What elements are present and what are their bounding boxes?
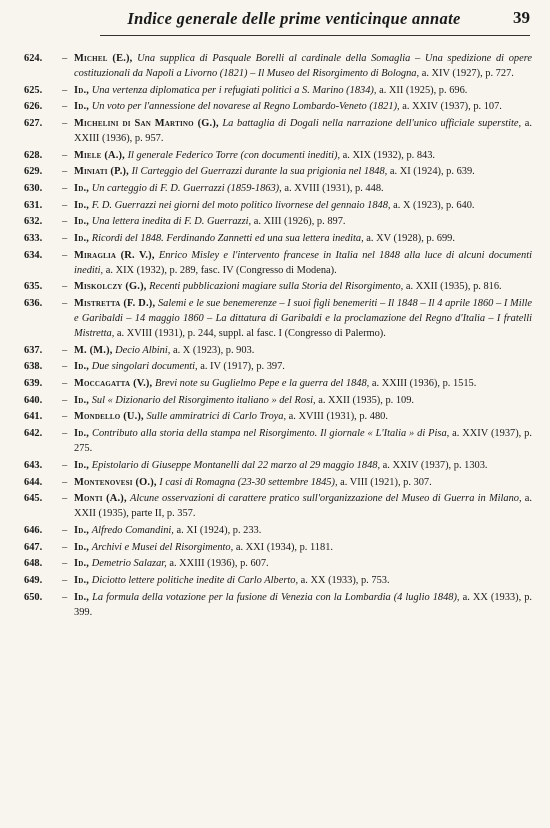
entry-author: Id.,: [74, 84, 90, 96]
entry-dash: –: [62, 233, 68, 245]
entry-body: [74, 149, 532, 164]
entry-dash: –: [62, 118, 68, 130]
entry-author: M. (M.),: [74, 344, 113, 356]
index-entry: [24, 84, 532, 99]
entry-body: [74, 557, 532, 572]
entry-dash: –: [62, 53, 68, 64]
entry-title: La formula della votazione per la fusione di Venezia con la Lombardia (4 luglio 1848),: [92, 591, 460, 603]
index-entry: [24, 557, 532, 572]
entry-title: Il Carteggio del Guerrazzi durante la sua prigionia nel 1848,: [131, 166, 388, 178]
entry-body: [74, 117, 532, 147]
entry-author: Id.,: [74, 233, 90, 245]
entry-author: Id.,: [74, 459, 90, 471]
entry-author: Moccagatta (V.),: [74, 378, 153, 390]
entry-author: Michel (E.),: [74, 53, 133, 64]
index-entry: [24, 524, 532, 539]
entry-reference: a. XIII (1926), p. 897.: [253, 216, 346, 228]
entry-title: Una lettera inedita di F. D. Guerrazzi,: [91, 216, 252, 228]
index-entry: [24, 427, 532, 457]
entry-body: [74, 410, 532, 425]
index-entry: [24, 52, 532, 82]
entry-number: 635.: [24, 281, 43, 293]
entry-body: [74, 360, 532, 375]
entry-body: [74, 165, 532, 180]
entry-number: 634.: [24, 249, 43, 261]
entry-author: Id.,: [74, 428, 90, 440]
entry-body: [74, 84, 532, 99]
entry-body: [74, 524, 532, 539]
entry-body: [74, 459, 532, 474]
entry-author: Id.,: [74, 101, 90, 113]
entry-number: 628.: [24, 149, 43, 161]
entry-number: 633.: [24, 233, 43, 245]
entry-title: Una supplica di Pasquale Borelli al cardinale della Somaglia – Una spedizione di opere costituzionali da Napoli a Livorno (1821) – Il Museo del Risorgimento di Bologna,: [74, 53, 532, 79]
entry-author: Id.,: [74, 524, 90, 536]
entry-author: Miskolczy (G.),: [74, 281, 147, 293]
entry-author: Miniati (P.),: [74, 166, 129, 178]
entry-dash: –: [62, 493, 68, 505]
entry-dash: –: [62, 216, 68, 228]
index-entry: [24, 394, 532, 409]
entry-number: 650.: [24, 591, 43, 603]
entry-title: Sulle ammiratrici di Carlo Troya,: [146, 411, 287, 423]
entry-body: [74, 574, 532, 589]
entry-title: Salemi e le sue benemerenze – I suoi figli benemeriti – Il 1848 – Il 4 aprile 1860 – I Mille e Garibaldi – 14 maggio 1860 – La dittatura di Garibaldi e la proclamazione del Regno d'Italia – I fratelli Mistretta,: [74, 298, 532, 339]
entry-author: Mondello (U.),: [74, 411, 144, 423]
entry-dash: –: [62, 591, 68, 603]
entry-body: [74, 492, 532, 522]
entry-title: Decio Albini,: [115, 344, 171, 356]
entry-reference: a. XIV (1927), p. 727.: [421, 67, 514, 79]
entry-title: Alcune osservazioni di carattere pratico sull'organizzazione del Museo di Guerra in Milano,: [129, 493, 522, 505]
entry-author: Monti (A.),: [74, 493, 127, 505]
entry-dash: –: [62, 541, 68, 553]
index-entry: [24, 344, 532, 359]
entry-number: 626.: [24, 101, 43, 113]
entry-author: Id.,: [74, 183, 90, 195]
entry-dash: –: [62, 344, 68, 356]
entry-number: 648.: [24, 558, 43, 570]
entry-reference: a. XXII (1935), parte II, p. 357.: [74, 493, 533, 520]
entry-title: Enrico Misley e l'intervento francese in Italia nel 1848 alla luce di alcuni documenti inediti,: [74, 249, 532, 276]
index-entry: [24, 297, 532, 342]
entry-title: Epistolario di Giuseppe Montanelli dal 22 marzo al 29 maggio 1848,: [91, 459, 381, 471]
entry-number: 630.: [24, 183, 43, 195]
entry-title: Contributo alla storia della stampa nel Risorgimento. Il giornale « L'Italia » di Pisa,: [92, 428, 450, 440]
entry-reference: a. XI (1924), p. 233.: [176, 524, 262, 536]
entry-dash: –: [62, 411, 68, 423]
entry-body: [74, 280, 532, 295]
entry-title: Un carteggio di F. D. Guerrazzi (1859-1863),: [91, 183, 282, 195]
entry-reference: a. XII (1925), p. 696.: [379, 84, 468, 96]
entry-author: Mistretta (F. D.),: [74, 298, 156, 310]
entry-title: Recenti pubblicazioni magiare sulla Storia del Risorgimento,: [149, 281, 404, 293]
entry-reference: a. XVIII (1931), p. 244, suppl. al fasc. I (Congresso di Palermo).: [116, 327, 386, 339]
entry-reference: a. X (1923), p. 640.: [393, 199, 475, 211]
entry-title: Archivi e Musei del Risorgimento,: [91, 541, 234, 553]
entry-body: [74, 541, 532, 556]
entry-dash: –: [62, 183, 68, 195]
entry-title: Brevi note su Guglielmo Pepe e la guerra del 1848,: [154, 378, 370, 390]
index-entry: [24, 410, 532, 425]
entry-reference: a. X (1923), p. 903.: [172, 344, 255, 356]
entry-author: Id.,: [74, 574, 90, 586]
entry-body: [74, 199, 532, 214]
entry-dash: –: [62, 476, 68, 488]
entry-author: Id.,: [74, 199, 90, 211]
index-entry: [24, 377, 532, 392]
page-title: Indice generale delle prime venticinque annate: [127, 9, 461, 28]
entry-body: [74, 297, 532, 342]
entry-number: 645.: [24, 493, 43, 505]
entry-number: 644.: [24, 476, 43, 488]
entry-dash: –: [62, 394, 68, 406]
entry-title: Ricordi del 1848. Ferdinando Zannetti ed una sua lettera inedita,: [91, 233, 364, 245]
entry-number: 642.: [24, 428, 43, 440]
index-entries: [24, 52, 532, 622]
entry-dash: –: [62, 524, 68, 536]
entry-reference: a. XXIII (1936), p. 957.: [74, 118, 532, 144]
entry-body: [74, 52, 532, 82]
entry-body: [74, 591, 532, 621]
entry-reference: a. XX (1933), p. 399.: [74, 591, 532, 618]
entry-author: Miraglia (R. V.),: [74, 249, 155, 261]
entry-dash: –: [62, 298, 68, 310]
entry-body: [74, 182, 532, 197]
index-entry: [24, 199, 532, 214]
entry-dash: –: [62, 249, 68, 261]
entry-title: I casi di Romagna (23-30 settembre 1845),: [159, 476, 338, 488]
entry-body: [74, 215, 532, 230]
index-entry: [24, 492, 532, 522]
entry-number: 632.: [24, 216, 43, 228]
entry-dash: –: [62, 101, 68, 113]
entry-dash: –: [62, 361, 68, 373]
entry-body: [74, 476, 532, 491]
index-entry: [24, 182, 532, 197]
entry-reference: a. XI (1924), p. 639.: [389, 166, 475, 178]
entry-reference: a. XXI (1934), p. 1181.: [235, 541, 333, 553]
page-header: [100, 7, 530, 36]
index-entry: [24, 459, 532, 474]
page-number: 39: [513, 8, 530, 27]
entry-number: 646.: [24, 524, 43, 536]
entry-dash: –: [62, 166, 68, 178]
index-entry: [24, 232, 532, 247]
index-entry: [24, 574, 532, 589]
index-entry: [24, 100, 532, 115]
entry-author: Id.,: [74, 541, 90, 553]
entry-number: 643.: [24, 459, 43, 471]
entry-body: [74, 377, 532, 392]
entry-reference: a. XIX (1932), p. 289, fasc. IV (Congresso di Modena).: [105, 264, 337, 276]
entry-author: Michelini di San Martino (G.),: [74, 118, 219, 130]
entry-number: 631.: [24, 199, 43, 211]
entry-number: 625.: [24, 84, 43, 96]
entry-author: Miele (A.),: [74, 149, 125, 161]
entry-title: Demetrio Salazar,: [91, 558, 167, 570]
entry-dash: –: [62, 378, 68, 390]
entry-title: Sul « Dizionario del Risorgimento italiano » del Rosi,: [91, 394, 316, 406]
entry-dash: –: [62, 574, 68, 586]
entry-reference: a. XVIII (1931), p. 448.: [284, 183, 384, 195]
entry-reference: a. XV (1928), p. 699.: [366, 233, 455, 245]
entry-number: 629.: [24, 166, 43, 178]
entry-number: 640.: [24, 394, 43, 406]
index-entry: [24, 249, 532, 279]
entry-author: Id.,: [74, 361, 90, 373]
entry-dash: –: [62, 428, 68, 440]
entry-body: [74, 232, 532, 247]
entry-dash: –: [62, 84, 68, 96]
index-entry: [24, 541, 532, 556]
entry-reference: a. XIX (1932), p. 843.: [342, 149, 436, 161]
entry-reference: a. XXII (1935), p. 816.: [405, 281, 502, 293]
entry-reference: a. XXIII (1936), p. 607.: [169, 558, 269, 570]
index-entry: [24, 149, 532, 164]
entry-title: Due singolari documenti,: [91, 361, 198, 373]
entry-dash: –: [62, 199, 68, 211]
entry-reference: a. XVIII (1931), p. 480.: [288, 411, 388, 423]
index-entry: [24, 280, 532, 295]
entry-reference: a. XX (1933), p. 753.: [300, 574, 390, 586]
index-entry: [24, 360, 532, 375]
entry-reference: a. XXIV (1937), p. 1303.: [382, 459, 488, 471]
entry-title: La battaglia di Dogali nella narrazione dell'unico ufficiale superstite,: [222, 118, 522, 130]
entry-author: Id.,: [74, 216, 90, 228]
entry-dash: –: [62, 149, 68, 161]
entry-body: [74, 249, 532, 279]
entry-body: [74, 100, 532, 115]
entry-dash: –: [62, 558, 68, 570]
entry-number: 624.: [24, 53, 43, 64]
entry-reference: a. XXIV (1937), p. 107.: [402, 101, 502, 113]
entry-title: F. D. Guerrazzi nei giorni del moto politico livornese del gennaio 1848,: [91, 199, 391, 211]
entry-number: 647.: [24, 541, 43, 553]
index-entry: [24, 215, 532, 230]
entry-number: 649.: [24, 574, 43, 586]
entry-number: 637.: [24, 344, 43, 356]
entry-number: 638.: [24, 361, 43, 373]
index-entry: [24, 117, 532, 147]
entry-reference: a. VIII (1921), p. 307.: [340, 476, 432, 488]
entry-reference: a. XXII (1935), p. 109.: [318, 394, 415, 406]
entry-number: 641.: [24, 411, 43, 423]
entry-body: [74, 344, 532, 359]
entry-title: Il generale Federico Torre (con documenti inediti),: [127, 149, 341, 161]
entry-body: [74, 394, 532, 409]
index-entry: [24, 476, 532, 491]
entry-title: Una vertenza diplomatica per i refugiati politici a S. Marino (1834),: [91, 84, 377, 96]
entry-reference: a. IV (1917), p. 397.: [200, 361, 285, 373]
entry-number: 627.: [24, 118, 43, 130]
entry-author: Id.,: [74, 558, 90, 570]
entry-title: Diciotto lettere politiche inedite di Carlo Alberto,: [91, 574, 299, 586]
entry-dash: –: [62, 281, 68, 293]
entry-author: Id.,: [74, 394, 90, 406]
entry-number: 636.: [24, 298, 43, 310]
entry-title: Alfredo Comandini,: [91, 524, 174, 536]
index-entry: [24, 591, 532, 621]
entry-author: Montenovesi (O.),: [74, 476, 157, 488]
index-entry: [24, 165, 532, 180]
entry-body: [74, 427, 532, 457]
entry-dash: –: [62, 459, 68, 471]
entry-author: Id.,: [74, 591, 90, 603]
entry-reference: a. XXIV (1937), p. 275.: [74, 428, 532, 455]
entry-reference: a. XXIII (1936), p. 1515.: [371, 378, 477, 390]
entry-number: 639.: [24, 378, 43, 390]
entry-title: Un voto per l'annessione del novarese al Regno Lombardo-Veneto (1821),: [91, 101, 400, 113]
